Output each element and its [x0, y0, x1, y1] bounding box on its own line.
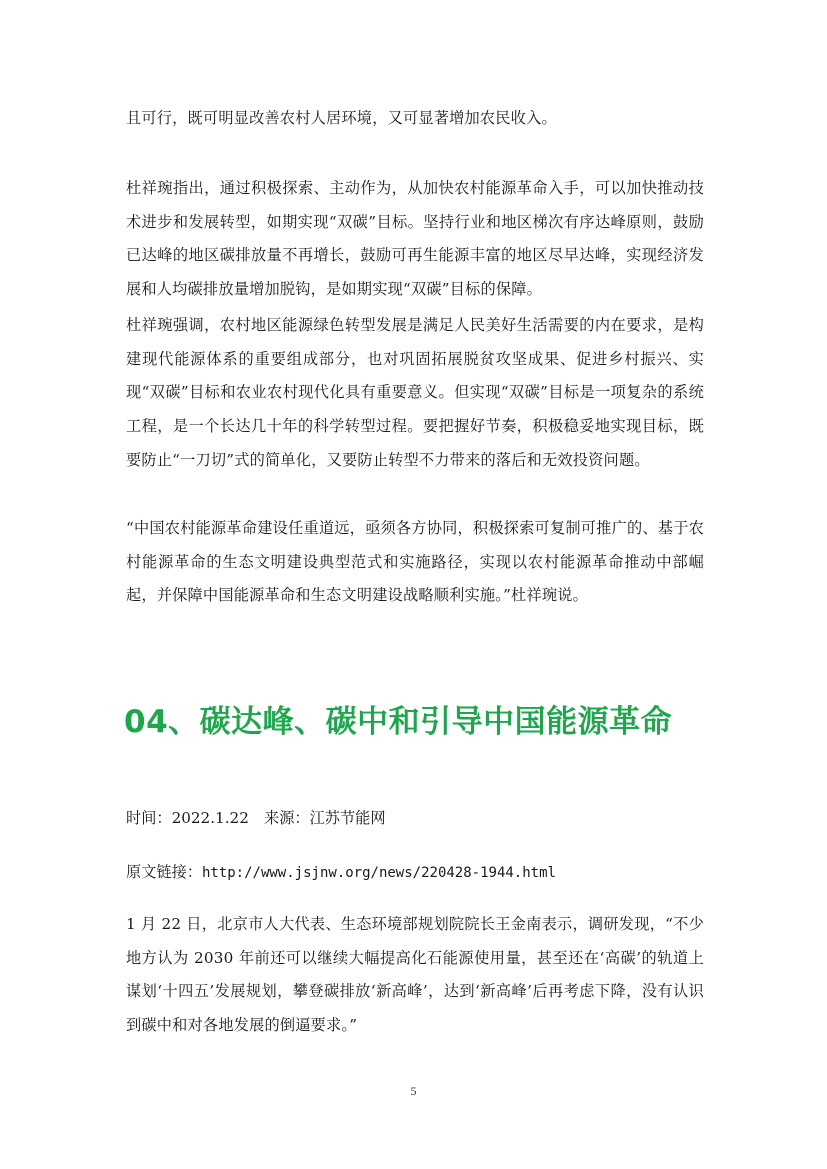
- paragraph-du-xiangwan-emphasized: 杜祥琬强调，农村地区能源绿色转型发展是满足人民美好生活需要的内在要求，是构建现代能源体系的重要组成部分，也对巩固拓展脱贫攻坚成果、促进乡村振兴、实现“双碳”目标和农业农村现代化具有重要意义。但实现“双碳”目标是一项复杂的系统工程，是一个长达几十年的科学转型过程。要把握好节奏，积极稳妥地实现目标，既要防止“一刀切”式的简单化，又要防止转型不力带来的落后和无效投资问题。: [126, 316, 704, 469]
- paragraph-wang-jinnan: 1 月 22 日，北京市人大代表、生态环境部规划院院长王金南表示，调研发现，“不少地方认为 2030 年前还可以继续大幅提高化石能源使用量，甚至还在‘高碳’的轨道上谋划‘十四五’发展规划，攀登碳排放‘新高峰’，达到‘新高峰’后再考虑下降，没有认识到碳中和对各地发展的倒逼要求。”: [126, 915, 704, 1035]
- article-source-link-line: [126, 860, 556, 885]
- section-heading: 04、碳达峰、碳中和引导中国能源革命: [124, 704, 673, 740]
- source-link-url[interactable]: http://www.jsjnw.org/news/220428-1944.html: [201, 865, 556, 881]
- source-link-label: 原文链接：: [126, 863, 202, 881]
- paragraph-du-xiangwan-pointed-out: 杜祥琬指出，通过积极探索、主动作为，从加快农村能源革命入手，可以加快推动技术进步和发展转型，如期实现“双碳”目标。坚持行业和地区梯次有序达峰原则，鼓励已达峰的地区碳排放量不再增长，鼓励可再生能源丰富的地区尽早达峰，实现经济发展和人均碳排放量增加脱钩，是如期实现“双碳”目标的保障。: [126, 179, 704, 299]
- paragraph-continuation: 且可行，既可明显改善农村人居环境，又可显著增加农民收入。: [126, 109, 557, 127]
- page-number: 5: [410, 1084, 417, 1098]
- paragraph-quote: “中国农村能源革命建设任重道远，亟须各方协同，积极探索可复制可推广的、基于农村能源革命的生态文明建设典型范式和实施路径，实现以农村能源革命推动中部崛起，并保障中国能源革命和生态文明建设战略顺利实施。”杜祥琬说。: [126, 519, 704, 605]
- article-meta-time-source: 时间：2022.1.22 来源：江苏节能网: [126, 809, 386, 827]
